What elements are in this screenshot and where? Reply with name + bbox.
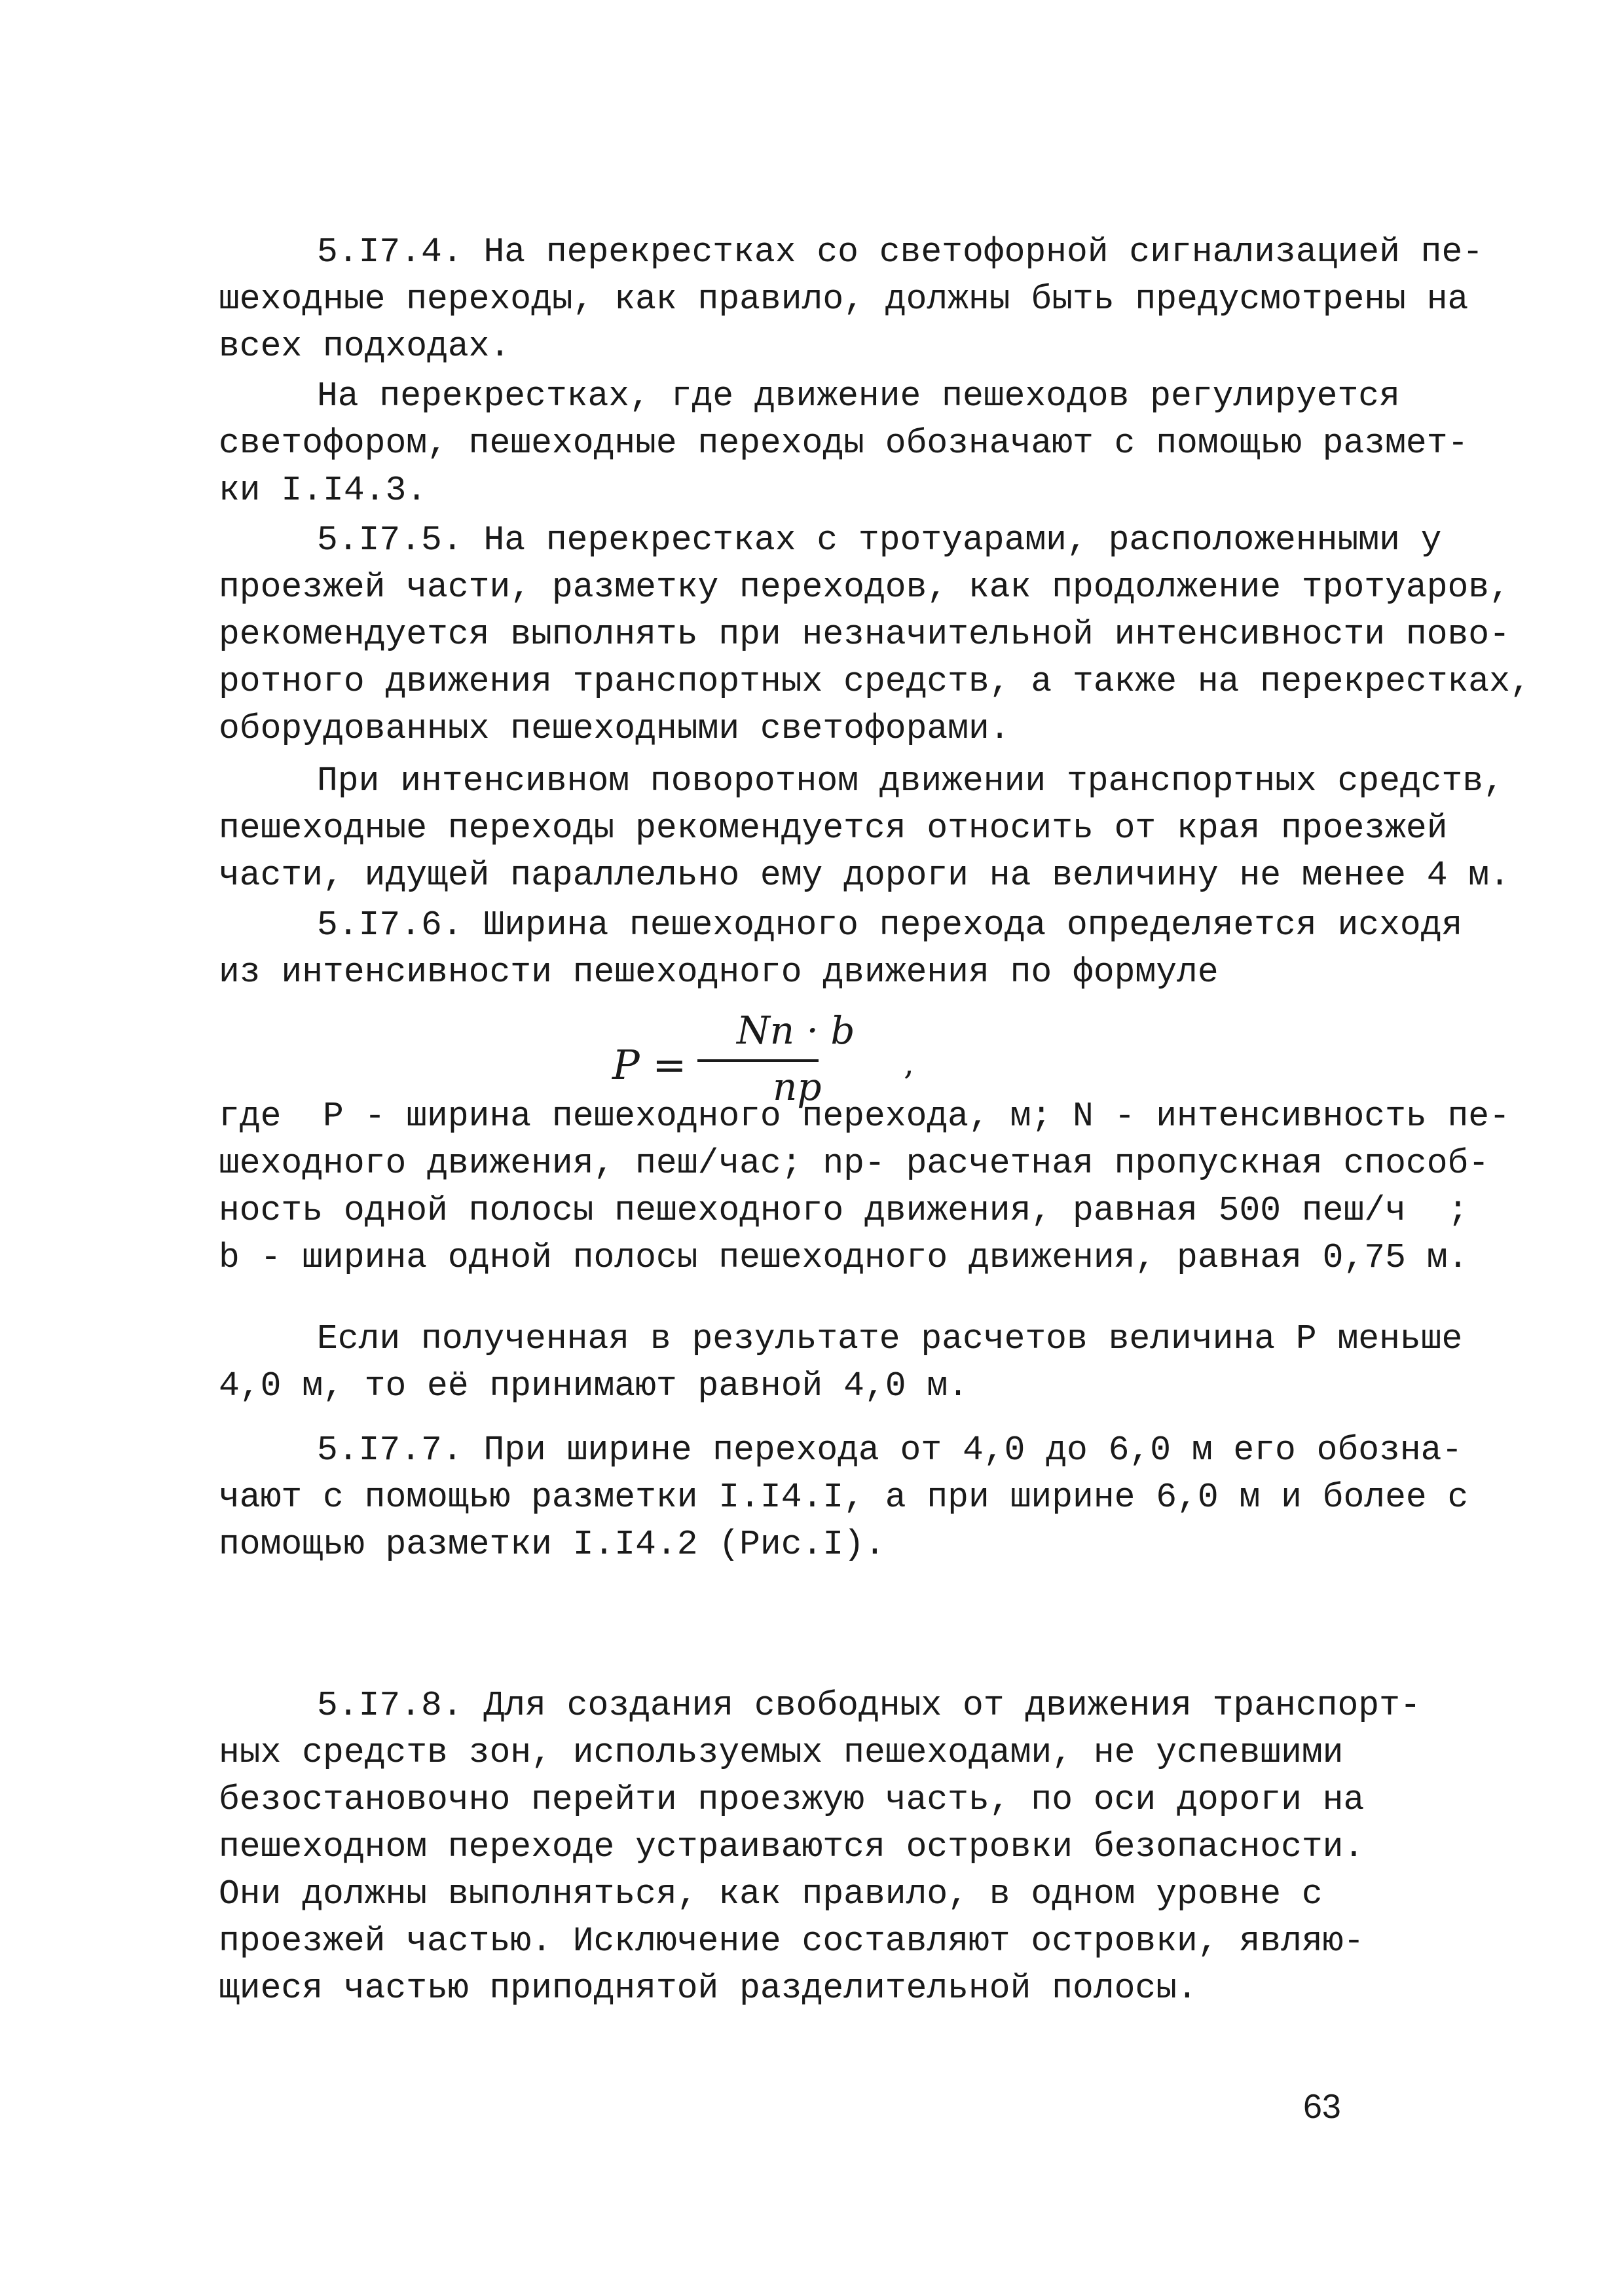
text-line: При интенсивном поворотном движении транспортных средств, bbox=[317, 761, 1504, 801]
text-line: Они должны выполняться, как правило, в одном уровне с bbox=[219, 1874, 1323, 1914]
page-number: 63 bbox=[1303, 2088, 1341, 2126]
text-line: части, идущей параллельно ему дороги на величину не менее 4 м. bbox=[219, 856, 1510, 895]
text-line: 5.I7.8. Для создания свободных от движения транспорт- bbox=[317, 1686, 1421, 1725]
text-line: 5.I7.5. На перекрестках с тротуарами, расположенными у bbox=[317, 520, 1442, 560]
text-line: 5.I7.4. На перекрестках со светофорной сигнализацией пе- bbox=[317, 232, 1484, 272]
text-line: ных средств зон, используемых пешеходами, не успевшими bbox=[219, 1733, 1344, 1772]
text-line: проезжей частью. Исключение составляют островки, являю- bbox=[219, 1922, 1365, 1961]
text-line: светофором, пешеходные переходы обозначают с помощью размет- bbox=[219, 424, 1469, 463]
formula-numerator: Nn · b bbox=[737, 1008, 855, 1053]
formula-denominator: np bbox=[773, 1065, 822, 1109]
text-line: ки I.I4.3. bbox=[219, 471, 428, 510]
text-line: безостановочно перейти проезжую часть, по оси дороги на bbox=[219, 1780, 1365, 1819]
text-line: шеходные переходы, как правило, должны быть предусмотрены на bbox=[219, 280, 1469, 319]
text-line: пешеходном переходе устраиваются островки безопасности. bbox=[219, 1827, 1365, 1867]
text-line: На перекрестках, где движение пешеходов регулируется bbox=[317, 376, 1400, 416]
text-line: чают с помощью разметки I.I4.I, а при ширине 6,0 м и более с bbox=[219, 1478, 1469, 1517]
text-line: ротного движения транспортных средств, а также на перекрестках, bbox=[219, 662, 1531, 701]
text-line: проезжей части, разметку переходов, как продолжение тротуаров, bbox=[219, 568, 1510, 607]
text-line: где Р - ширина пешеходного перехода, м; N - интенсивность пе- bbox=[219, 1097, 1510, 1136]
text-line: 4,0 м, то её принимают равной 4,0 м. bbox=[219, 1366, 969, 1406]
text-line: 5.I7.7. При ширине перехода от 4,0 до 6,0 м его обозна- bbox=[317, 1430, 1463, 1470]
text-line: ность одной полосы пешеходного движения, равная 500 пеш/ч ; bbox=[219, 1191, 1469, 1230]
text-line: b - ширина одной полосы пешеходного движения, равная 0,75 м. bbox=[219, 1238, 1469, 1277]
text-line: пешеходные переходы рекомендуется относить от края проезжей bbox=[219, 809, 1448, 848]
formula-separator: , bbox=[904, 1044, 914, 1082]
text-line: шеходного движения, пеш/час; nр- расчетная пропускная способ- bbox=[219, 1144, 1490, 1183]
text-line: из интенсивности пешеходного движения по формуле bbox=[219, 953, 1219, 992]
text-line: Если полученная в результате расчетов величина Р меньше bbox=[317, 1319, 1463, 1358]
text-line: щиеся частью приподнятой разделительной полосы. bbox=[219, 1969, 1198, 2008]
text-line: всех подходах. bbox=[219, 327, 511, 366]
formula-lhs: P = bbox=[612, 1041, 687, 1089]
text-line: 5.I7.6. Ширина пешеходного перехода определяется исходя bbox=[317, 905, 1463, 945]
text-line: оборудованных пешеходными светофорами. bbox=[219, 709, 1010, 748]
text-line: рекомендуется выполнять при незначительной интенсивности пово- bbox=[219, 615, 1510, 654]
text-line: помощью разметки I.I4.2 (Рис.I). bbox=[219, 1525, 885, 1564]
fraction-bar bbox=[697, 1059, 819, 1062]
